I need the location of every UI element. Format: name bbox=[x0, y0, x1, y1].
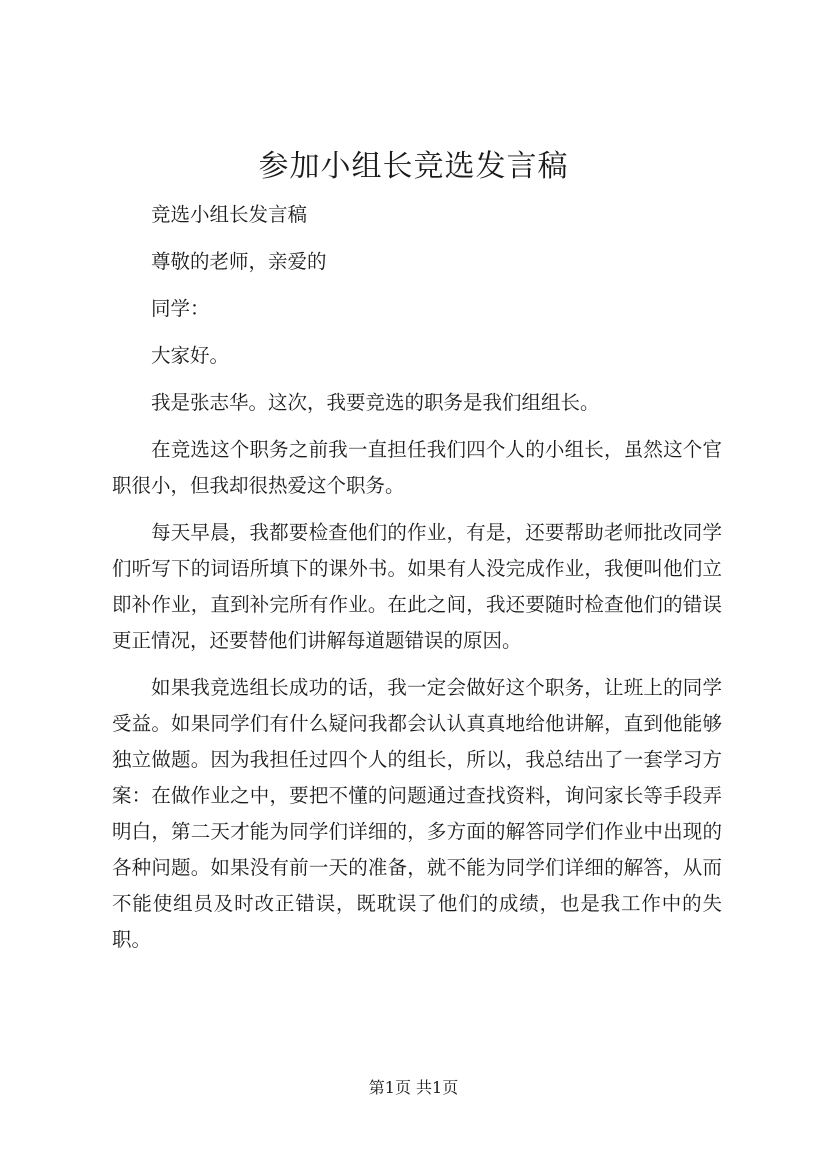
page-number-footer: 第1页 共1页 bbox=[368, 1078, 459, 1097]
paragraph: 如果我竞选组长成功的话，我一定会做好这个职务，让班上的同学受益。如果同学们有什么疑问我都会认认真真地给他讲解，直到他能够独立做题。因为我担任过四个人的组长，所以，我总结出了一套学习方案：在做作业之中，要把不懂的问题通过查找资料，询问家长等手段弄明白，第二天才能为同学们详细的，多方面的解答同学们作业中出现的各种问题。如果没有前一天的准备，就不能为同学们详细的解答，从而不能使组员及时改正错误，既耽误了他们的成绩，也是我工作中的失职。 bbox=[112, 676, 722, 951]
paragraph: 竞选小组长发言稿 bbox=[151, 203, 308, 226]
document-title: 参加小组长竞选发言稿 bbox=[258, 149, 569, 184]
paragraph: 在竞选这个职务之前我一直担任我们四个人的小组长，虽然这个官职很小，但我却很热爱这个职务。 bbox=[112, 438, 722, 497]
paragraph: 同学： bbox=[151, 297, 210, 320]
paragraph: 每天早晨，我都要检查他们的作业，有是，还要帮助老师批改同学们听写下的词语所填下的课外书。如果有人没完成作业，我便叫他们立即补作业，直到补完所有作业。在此之间，我还要随时检查他们的错误更正情况，还要替他们讲解每道题错误的原因。 bbox=[112, 521, 722, 652]
paragraph: 我是张志华。这次，我要竞选的职务是我们组组长。 bbox=[151, 391, 600, 414]
paragraph: 尊敬的老师，亲爱的 bbox=[151, 250, 327, 273]
paragraph: 大家好。 bbox=[151, 344, 230, 367]
document-body bbox=[112, 197, 722, 958]
